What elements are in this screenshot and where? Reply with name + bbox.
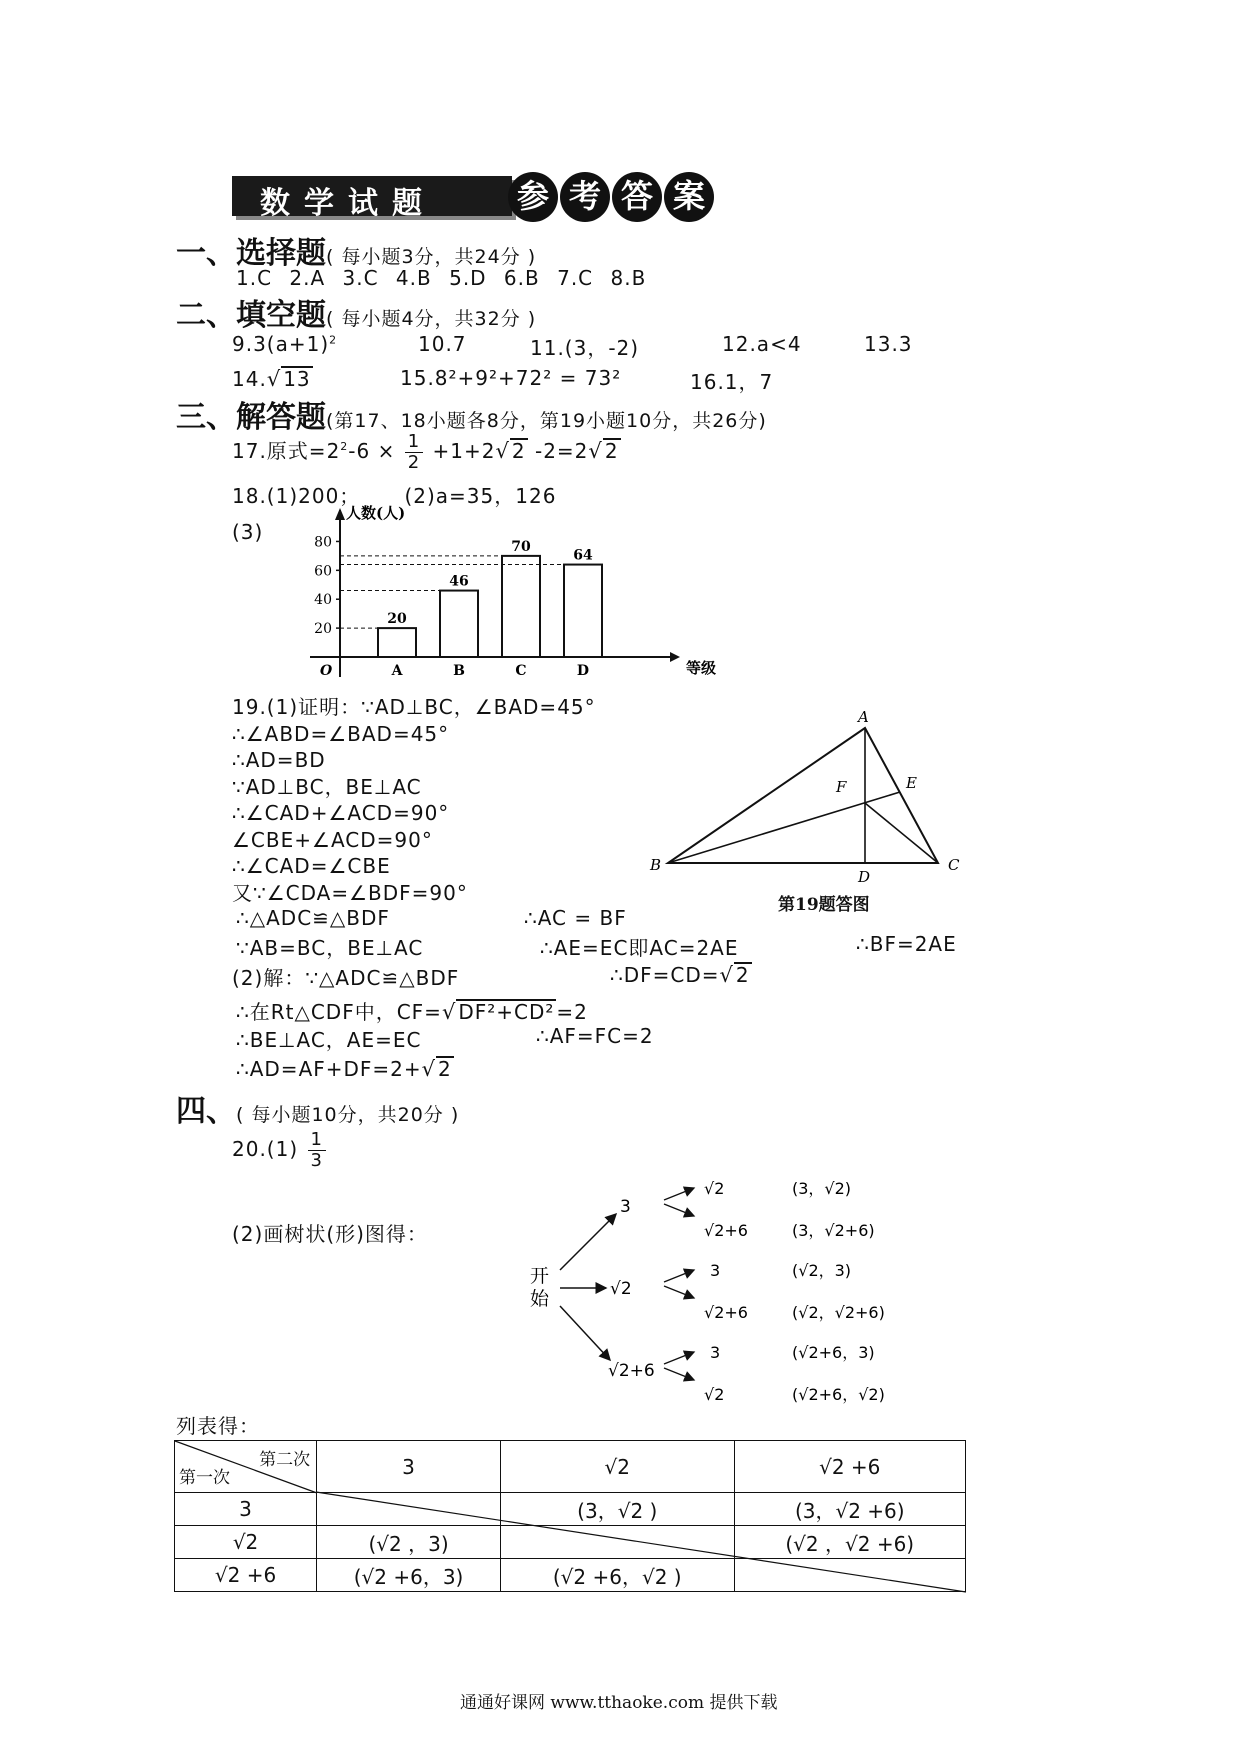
q19-line-5: ∴∠CAD+∠ACD=90° [232,801,450,825]
label-a: A [858,708,869,726]
section1-note: ( 每小题3分，共24分 ) [326,246,537,268]
q19-part4b: ∴AF=FC=2 [536,1024,654,1048]
label-b: B [650,856,662,874]
footer-text: 通通好课网 www.tthaoke.com 提供下载 [460,1693,778,1713]
tree-pair-6: (√2+6，√2) [792,1385,885,1404]
x-axis-label: 等级 [686,659,717,677]
y-axis-label: 人数(人) [346,504,406,522]
q19-line10a: ∵AB=BC，BE⊥AC [236,936,424,960]
col-header-1: 3 [317,1441,501,1493]
q19-line-2: ∴∠ABD=∠BAD=45° [232,721,450,746]
section4-heading: 四、( 每小题10分，共20分 ) [176,1094,460,1129]
q12: 12.a<4 [722,332,802,356]
bar [440,591,478,657]
table-cell: (3，√2 +6) [734,1493,965,1526]
q9: $9.3(a+1)^2$ [232,332,338,356]
row-head-1: 3 [175,1493,317,1526]
tree-pair-5: (√2+6，3) [792,1343,875,1362]
q19-part4a: ∴BE⊥AC，AE=EC [236,1028,422,1052]
q17-fraction: $\frac{1}{2}$ [405,432,423,473]
tree-l2-2: √2+6 [704,1221,748,1240]
q18-part3: (3) [232,520,264,544]
section4-note: ( 每小题10分，共20分 ) [236,1104,460,1126]
list-label: 列表得： [176,1414,260,1438]
q19-line9a: ∴△ADC≌△BDF [236,906,390,930]
y-axis-arrow [335,508,345,520]
label-e: E [906,774,917,792]
bar-value-label: 70 [511,538,531,555]
tree-l2-4: √2+6 [704,1303,748,1322]
section3-note: (第17、18小题各8分，第19小题10分，共26分) [326,410,767,432]
row-head-3: √2 +6 [175,1559,317,1592]
tree-diagram [520,1160,940,1410]
q20-part2: (2)画树状(形)图得： [232,1222,428,1246]
q19-part3: ∴在Rt△CDF中，CF=√ DF²+CD² =2 [236,1000,588,1024]
category-label: D [576,663,590,679]
q11: 11.(3，-2) [530,336,640,360]
section3-heading: 三、解答题(第17、18小题各8分，第19小题10分，共26分) [176,400,767,435]
q19-line-6: ∠CBE+∠ACD=90° [232,827,433,852]
tree-start-1: 开 [530,1265,550,1287]
title-char-3: 答 [612,172,662,222]
tree-pair-2: (3，√2+6) [792,1221,875,1240]
triangle-abc [668,728,938,863]
section2-note: ( 每小题4分，共32分 ) [326,308,537,330]
q19-line-4: ∵AD⊥BC，BE⊥AC [232,774,422,799]
tree-l1-2: √2 [610,1279,632,1299]
table-cell: (√2 +6，√2 ) [501,1559,735,1592]
tree-pair-3: (√2，3) [792,1261,852,1280]
col-header-3: √2 +6 [734,1441,965,1493]
q19-proof [232,694,596,906]
row-head-2: √2 [175,1526,317,1559]
q20-fraction: $\frac{1}{3}$ [308,1130,326,1171]
q19-part2-b: ∴DF=CD=√ 2 [610,963,750,987]
q17: 17.原式$=2^2-6$ × $\frac{1}{2}$ +1+2√ 2 -2=2√ 2 [232,431,619,473]
q19-line9b: ∴AC = BF [524,906,627,930]
table-corner [175,1441,317,1493]
table-cell: (√2 ，√2 +6) [734,1526,965,1559]
table-cell: (√2 +6，3) [317,1559,501,1592]
q19-line-3: ∴AD=BD [232,748,326,772]
col-header-2: √2 [501,1441,735,1493]
q19-line10c: ∴BF=2AE [856,932,957,956]
label-d: D [858,868,871,886]
q19-line10b: ∴AE=EC即AC=2AE [540,936,739,960]
y-tick-label: 20 [314,621,332,638]
bar [564,565,602,657]
tree-l2-5: 3 [710,1343,721,1362]
table-diagonal [316,1492,966,1592]
bar-value-label: 20 [387,611,407,628]
tree-pair-4: (√2，√2+6) [792,1303,885,1322]
section1-heading: 一、选择题( 每小题3分，共24分 ) [176,236,537,271]
tree-l1-3: √2+6 [608,1361,655,1381]
tree-pair-1: (3，√2) [792,1179,852,1198]
tree-l2-3: 3 [710,1261,721,1280]
title-text: 数学试题 [260,186,436,221]
q18-line: 18.(1)200； (2)a=35，126 [232,484,557,508]
label-f: F [836,778,847,796]
bar-value-label: 46 [449,573,469,590]
origin-label: O [320,663,333,679]
q19-part2-a: (2)解：∵△ADC≌△BDF [232,966,460,990]
title-char-4: 案 [664,172,714,222]
x-axis-arrow [670,652,680,662]
q16: 16.1，7 [690,370,774,394]
q10: 10.7 [418,332,467,356]
bar-value-label: 64 [573,547,593,564]
section1-answers: 1.C 2.A 3.C 4.B 5.D 6.B 7.C 8.B [236,266,647,290]
bar [378,628,416,657]
q13: 13.3 [864,332,913,356]
q19-part5: ∴AD=AF+DF=2+√ 2 [236,1057,452,1081]
category-label: B [453,663,465,679]
segment-fc [865,803,938,863]
title-char-2: 考 [560,172,610,222]
triangle-figure [640,700,980,900]
tree-l1-1: 3 [620,1197,631,1217]
title-char-1: 参 [508,172,558,222]
title-banner [232,176,512,221]
table-cell: (√2 ，3) [317,1526,501,1559]
q19-line-7: ∴∠CAD=∠CBE [232,854,391,878]
bar-chart [290,502,717,682]
tree-l2-6: √2 [704,1385,725,1404]
q15: 15.8²+9²+72² = 73² [400,366,622,390]
figure-caption: 第19题答图 [778,895,870,915]
corner-top: 第二次 [259,1450,311,1470]
q14: 14.√ 13 [232,367,311,391]
table-cell: (3，√2 ) [501,1493,735,1526]
tree-start-2: 始 [530,1288,550,1310]
y-tick-label: 60 [314,563,332,580]
q19-line-8: 又∵∠CDA=∠BDF=90° [232,880,468,905]
label-c: C [948,856,960,874]
q19-line-1: 19.(1)证明：∵AD⊥BC，∠BAD=45° [232,695,596,719]
category-label: A [391,663,403,679]
category-label: C [515,663,527,679]
y-tick-label: 40 [314,592,332,609]
y-tick-label: 80 [314,534,332,551]
q20-part1: 20.(1) $\frac{1}{3}$ [232,1130,328,1171]
tree-l2-1: √2 [704,1179,725,1198]
corner-bottom: 第一次 [179,1468,230,1488]
bar [502,556,540,657]
section2-heading: 二、填空题( 每小题4分，共32分 ) [176,298,537,333]
